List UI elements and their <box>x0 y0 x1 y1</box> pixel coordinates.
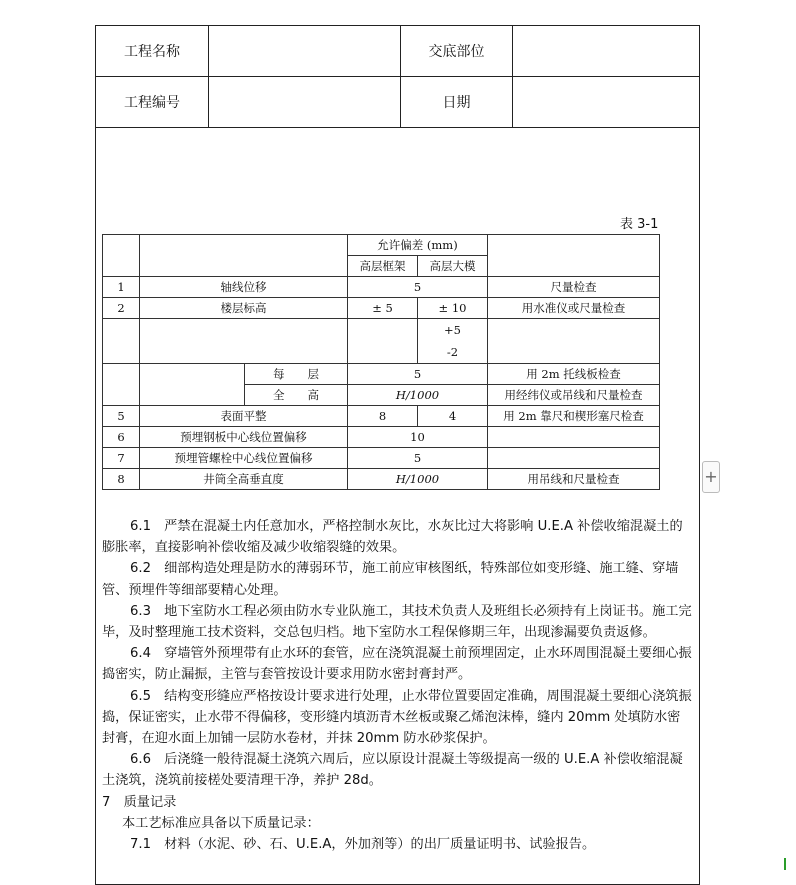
row-no: 7 <box>103 448 140 469</box>
row-method: 尺量检查 <box>488 277 660 298</box>
row-method: 用 2m 托线板检查 <box>488 364 660 385</box>
row-frame-value: ± 5 <box>348 298 418 319</box>
row-item <box>140 364 245 406</box>
row-method: 用 2m 靠尺和楔形塞尺检查 <box>488 406 660 427</box>
table-row <box>103 448 660 469</box>
body-text <box>102 516 692 855</box>
table-row <box>103 406 660 427</box>
cursor-mark-icon <box>784 858 792 870</box>
row-value: 10 <box>348 427 488 448</box>
form-tolerance-minus: -2 <box>446 345 459 359</box>
paragraph-6-5: 6.5 结构变形缝应严格按设计要求进行处理，止水带位置要固定准确，周围混凝土要细心浇筑振捣，保证密实，止水带不得偏移，变形缝内填沥青木丝板或聚乙烯泡沫棒，缝内 20mm 处填防水密封膏，在迎水面上加铺一层防水卷材，并抹 20mm 防水砂浆保护。 <box>102 688 692 747</box>
row-no: 1 <box>103 277 140 298</box>
table-row <box>103 427 660 448</box>
table-row <box>103 298 660 319</box>
header-no-cell <box>103 235 140 277</box>
row-item: 预埋钢板中心线位置偏移 <box>140 427 348 448</box>
section-7-heading: 7 质量记录 <box>102 794 177 810</box>
handover-part-label: 交底部位 <box>401 26 513 77</box>
row-item: 表面平整 <box>140 406 348 427</box>
date-value <box>513 77 700 128</box>
row-no: 2 <box>103 298 140 319</box>
row-form-value: ± 10 <box>418 298 488 319</box>
header-item-cell <box>140 235 348 277</box>
col-frame-header: 高层框架 <box>348 256 418 277</box>
tolerance-group-header: 允许偏差 (mm) <box>348 235 488 256</box>
row-no: 8 <box>103 469 140 490</box>
row-form-value <box>418 319 488 364</box>
row-item: 轴线位移 <box>140 277 348 298</box>
paragraph-6-4: 6.4 穿墙管外预埋带有止水环的套管，应在浇筑混凝土前预埋固定，止水环周围混凝土要细心振捣密实，防止漏振，主管与套管按设计要求用防水密封膏封严。 <box>102 646 692 683</box>
row-value: 5 <box>348 364 488 385</box>
paragraph-6-6: 6.6 后浇缝一般待混凝土浇筑六周后，应以原设计混凝土等级提高一级的 U.E.A 补偿收缩混凝土浇筑，浇筑前接槎处要清理干净，养护 28d。 <box>102 752 683 789</box>
row-no <box>103 364 140 406</box>
table-row <box>103 469 660 490</box>
row-no <box>103 319 140 364</box>
col-form-header: 高层大模 <box>418 256 488 277</box>
paragraph-6-1: 6.1 严禁在混凝土内任意加水，严格控制水灰比，水灰比过大将影响 U.E.A 补偿收缩混凝土的膨胀率，直接影响补偿收缩及减少收缩裂缝的效果。 <box>102 519 683 556</box>
row-method <box>488 319 660 364</box>
section-7-intro: 本工艺标准应具备以下质量记录： <box>122 815 320 831</box>
project-name-label: 工程名称 <box>96 26 209 77</box>
paragraph-6-3: 6.3 地下室防水工程必须由防水专业队施工，其技术负责人及班组长必须持有上岗证书。施工完毕，及时整理施工技术资料，交总包归档。地下室防水工程保修期三年，出现渗漏要负责返修。 <box>102 603 692 641</box>
table-header-row <box>103 235 660 256</box>
row-frame-value <box>348 319 418 364</box>
project-no-label: 工程编号 <box>96 77 209 128</box>
row-value: 5 <box>348 448 488 469</box>
row-form-value: 4 <box>418 406 488 427</box>
row-method: 用经纬仪或吊线和尺量检查 <box>488 385 660 406</box>
table-row <box>103 277 660 298</box>
row-method: 用吊线和尺量检查 <box>488 469 660 490</box>
row-item: 预埋管螺栓中心线位置偏移 <box>140 448 348 469</box>
paragraph-6-2: 6.2 细部构造处理是防水的薄弱环节，施工前应审核图纸，特殊部位如变形缝、施工缝、穿墙管、预埋件等细部要精心处理。 <box>102 561 679 598</box>
project-no-value <box>209 77 401 128</box>
row-subitem: 每 层 <box>245 364 348 385</box>
header-method-cell <box>488 235 660 277</box>
tolerance-table <box>102 234 660 490</box>
row-value: H/1000 <box>348 469 488 490</box>
table-caption: 表 3-1 <box>620 217 659 232</box>
handover-part-value <box>513 26 700 77</box>
table-row <box>103 319 660 364</box>
row-subitem: 全 高 <box>245 385 348 406</box>
row-no: 6 <box>103 427 140 448</box>
row-item: 楼层标高 <box>140 298 348 319</box>
row-no: 5 <box>103 406 140 427</box>
expand-button[interactable]: + <box>702 461 720 493</box>
row-method: 用水准仪或尺量检查 <box>488 298 660 319</box>
row-method <box>488 448 660 469</box>
row-value: H/1000 <box>348 385 488 406</box>
row-frame-value: 8 <box>348 406 418 427</box>
paragraph-7-1: 7.1 材料（水泥、砂、石、U.E.A，外加剂等）的出厂质量证明书、试验报告。 <box>130 837 596 853</box>
date-label: 日期 <box>401 77 513 128</box>
project-name-value <box>209 26 401 77</box>
table-row <box>103 364 660 385</box>
header-table <box>95 25 700 128</box>
form-tolerance-plus: +5 <box>444 323 461 337</box>
row-method <box>488 427 660 448</box>
row-item <box>140 319 348 364</box>
row-item: 井筒全高垂直度 <box>140 469 348 490</box>
row-value: 5 <box>348 277 488 298</box>
